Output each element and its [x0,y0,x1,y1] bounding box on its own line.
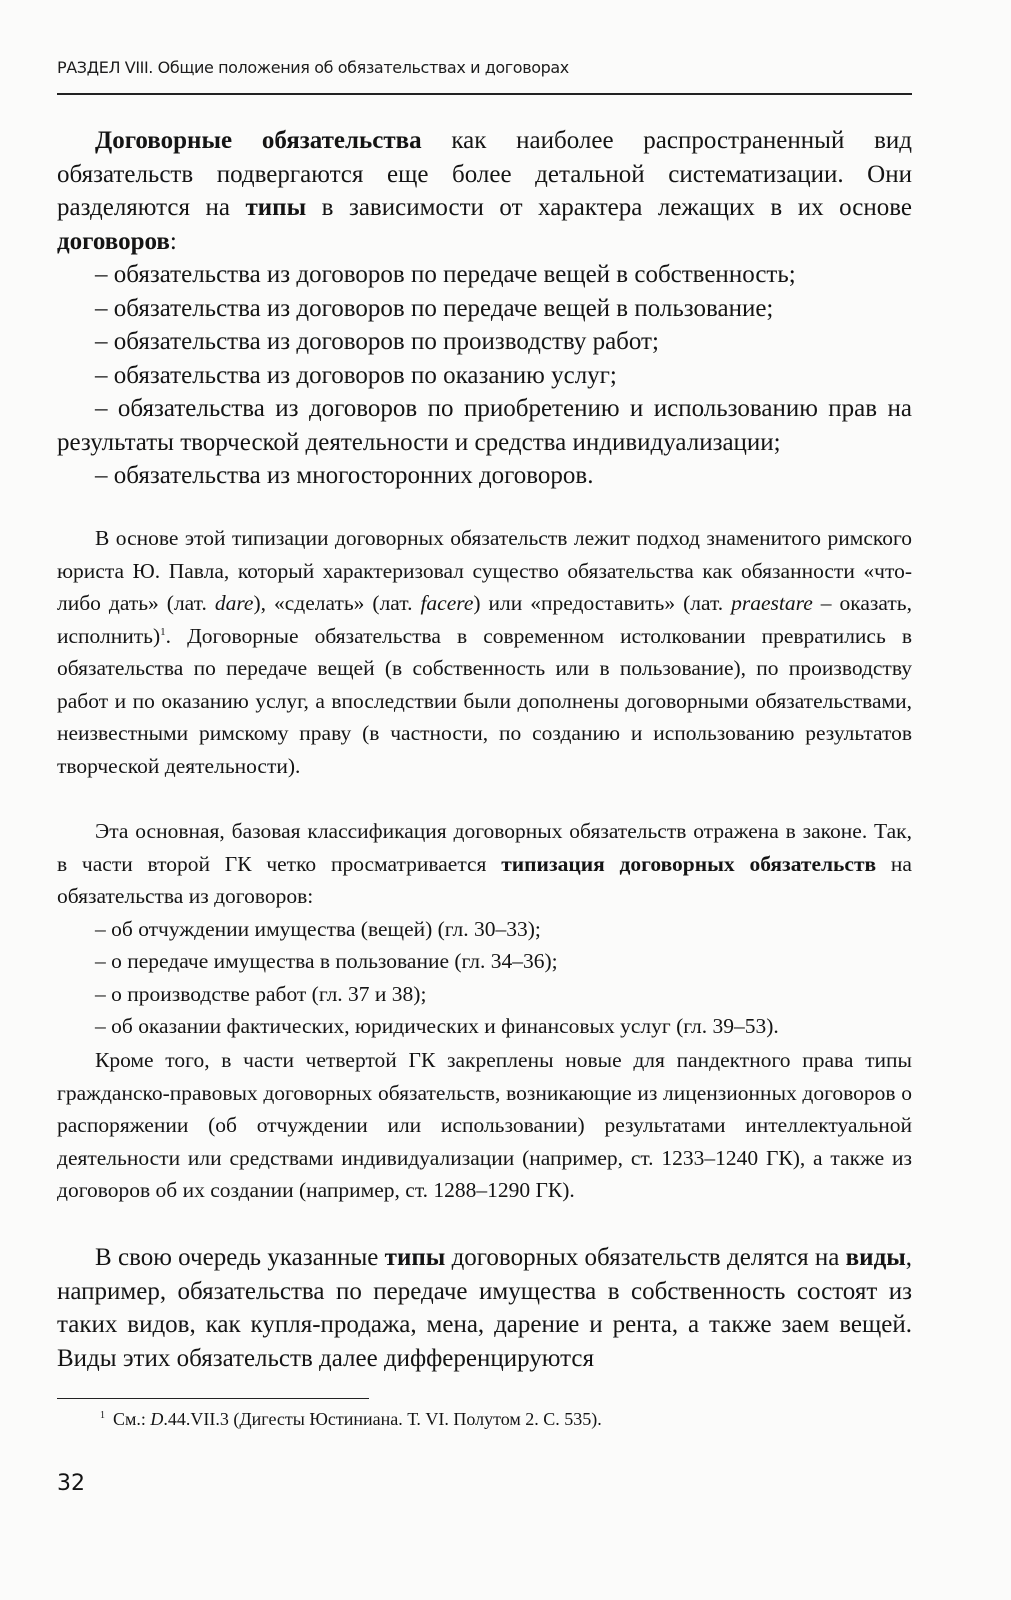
running-header: РАЗДЕЛ VIII. Общие положения об обязательствах и договорах [57,58,569,77]
footnote: $^1$ См.: D.44.VII.3 (Дигесты Юстиниана. Т. VI. Полутом 2. С. 535). [100,1409,602,1429]
footnote-divider [57,1398,369,1399]
footnote-ref[interactable]: 1 [160,625,166,638]
list-item: – обязательства из договоров по передаче вещей в собственность; [95,261,796,288]
intro-paragraph: Договорные обязательства как наиболее распространенный вид обязательств подвергаются еще более детальной систематизации. Они разделяются на типы в зависимости от характера лежащих в их основе договоров: [57,127,912,255]
footnote-number: 1 [100,1410,105,1421]
list-item: – обязательства из договоров по передаче вещей в пользование; [95,294,774,322]
term-kinds: виды [845,1244,906,1271]
list-item: – обязательства из многосторонних договоров. [95,462,594,489]
list-item: – о передаче имущества в пользование (гл. 34–36); [95,949,558,973]
list-item: – обязательства из договоров по приобретению и использованию прав на результаты творческой деятельности и средства индивидуализации; [57,395,912,456]
term-types: типы [245,194,307,221]
page-number: 32 [57,1471,85,1496]
paragraph-classification: Эта основная, базовая классификация договорных обязательств отражена в законе. Так, в части второй ГК четко просматривается типизация договорных обязательств на обязательства из договоров: – об отчуждении имущества (вещей) (гл. 30–33); – о передаче имущества в пользование (гл. 34–36); – о производстве работ (гл. 37 и 38); – об оказании фактических, юридических и финансовых услуг (гл. 39–53). [57,815,912,1043]
term-typization: типизация договорных обязательств [501,851,877,876]
term-contract-obligations: Договорные обязательства [95,127,422,154]
term-types: типы [384,1244,446,1271]
list-item: – о производстве работ (гл. 37 и 38); [95,981,427,1006]
paragraph-contract-obligations [57,124,912,493]
paragraph-part-four: Кроме того, в части четвертой ГК закреплены новые для пандектного права типы гражданско-правовых договорных обязательств, возникающие из лицензионных договоров о распоряжении (об отчуждении или использовании) результатами интеллектуальной деятельности или средствами индивидуализации (например, ст. 1233–1240 ГК), а также из договоров об их создании (например, ст. 1288–1290 ГК). [57,1048,912,1202]
paragraph-paul-typology: В основе этой типизации договорных обязательств лежит подход знаменитого римского юриста Ю. Павла, который характеризовал существо обязательства как обязанности «что-либо дать» (лат. dare), «сделать» (лат. facere) или «предоставить» (лат. praestare – оказать, исполнить)$^1$. Договорные обязательства в современном истолковании превратились в обязательства по передаче вещей (в собственность или в пользование), по производству работ и по оказанию услуг, а впоследствии были дополнены договорными обязательствами, неизвестными римскому праву (в частности, по созданию и использованию результатов творческой деятельности). [57,526,912,778]
term-contracts: договоров [57,227,170,255]
list-item: – обязательства из договоров по оказанию услуг; [95,361,617,389]
header-divider [57,93,912,95]
paragraph-kinds: В свою очередь указанные типы договорных обязательств делятся на виды, например, обязательства по передаче имущества в собственность состоят из таких видов, как купля-продажа, мена, дарение и рента, а также заем вещей. Виды этих обязательств далее дифференцируются [57,1244,912,1372]
list-item: – об отчуждении имущества (вещей) (гл. 30–33); [95,916,541,941]
list-item: – обязательства из договоров по производству работ; [95,328,659,355]
list-item: – об оказании фактических, юридических и финансовых услуг (гл. 39–53). [95,1014,779,1038]
